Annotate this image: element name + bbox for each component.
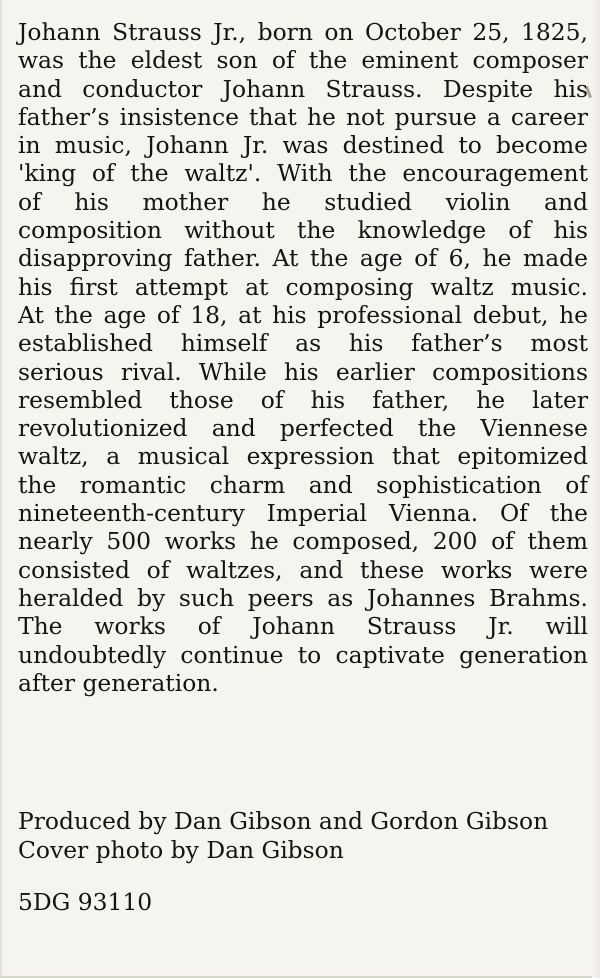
biography-line: after generation. (18, 668, 219, 697)
biography-line: nineteenth-century Imperial Vienna. Of the (18, 499, 588, 528)
biography-line: the romantic charm and sophistication of (18, 470, 588, 499)
biography-line: and conductor Johann Strauss. Despite his (18, 74, 588, 103)
biography-line: waltz, a musical expression that epitomized (18, 442, 588, 471)
producer-credit: Produced by Dan Gibson and Gordon Gibson (18, 807, 549, 835)
biography-line: At the age of 18, at his professional debut, he (18, 300, 588, 329)
biography-line: consisted of waltzes, and these works were (18, 555, 588, 584)
biography-line: serious rival. While his earlier compositions (18, 357, 588, 386)
biography-line: The works of Johann Strauss Jr. will (18, 612, 588, 641)
catalog-number: 5DG 93110 (18, 888, 153, 916)
biography-line: father’s insistence that he not pursue a career (18, 102, 588, 131)
biography-line: established himself as his father’s most (18, 329, 588, 358)
biography-line: composition without the knowledge of his (18, 216, 588, 245)
biography-line: Johann Strauss Jr., born on October 25, 1825, (18, 18, 588, 46)
biography-line: his first attempt at composing waltz music. (18, 272, 588, 301)
biography-line: in music, Johann Jr. was destined to become (18, 131, 588, 160)
biography-line: resembled those of his father, he later (18, 385, 588, 414)
scan-edge (592, 0, 600, 978)
cover-photo-credit: Cover photo by Dan Gibson (18, 836, 344, 864)
biography-line: disapproving father. At the age of 6, he made (18, 244, 588, 273)
biography-paragraph (18, 18, 588, 697)
biography-line: of his mother he studied violin and (18, 187, 588, 216)
biography-line: undoubtedly continue to captivate generation (18, 640, 588, 669)
biography-line: revolutionized and perfected the Viennese (18, 414, 588, 443)
credits-block (18, 807, 548, 865)
biography-line: heralded by such peers as Johannes Brahms. (18, 583, 588, 612)
biography-line: 'king of the waltz'. With the encouragement (18, 159, 588, 188)
biography-line: nearly 500 works he composed, 200 of them (18, 527, 588, 556)
biography-line: was the eldest son of the eminent composer (18, 46, 588, 75)
